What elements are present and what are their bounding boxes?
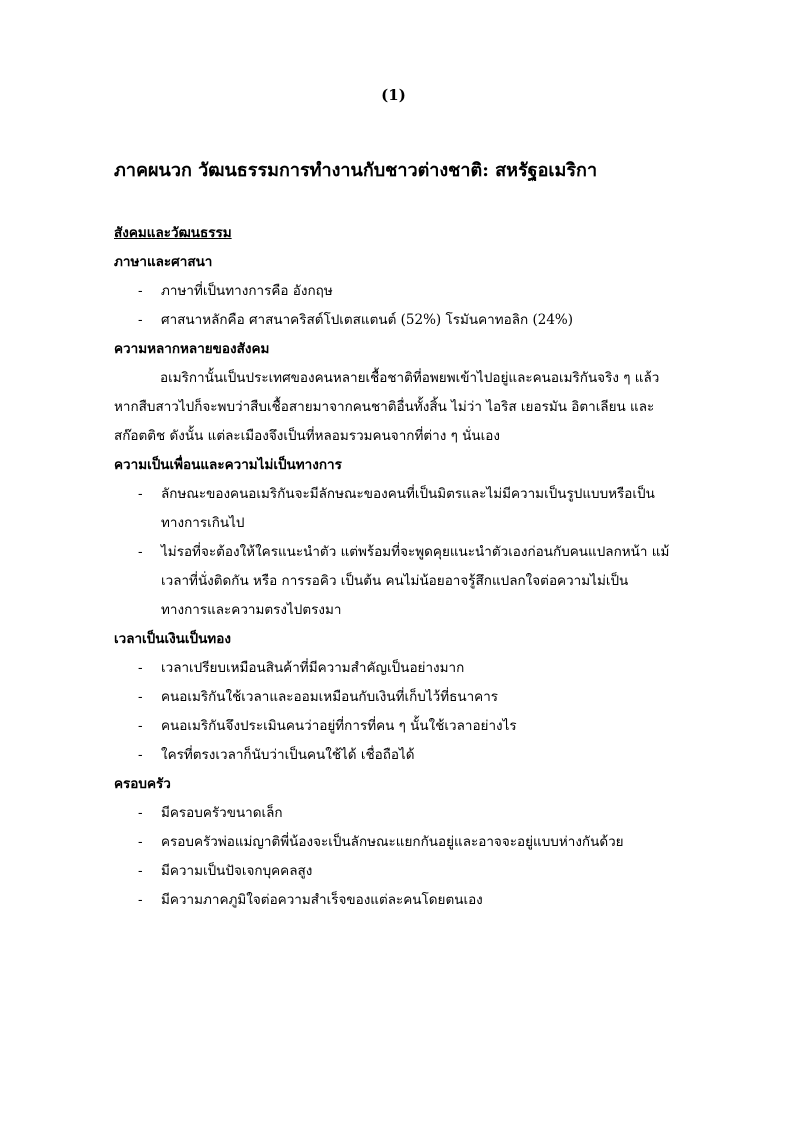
heading-social-diversity: ความหลากหลายของสังคม [114, 341, 270, 357]
list-item [114, 828, 674, 857]
bullet-marker: - [138, 544, 143, 560]
list-item-text: ครอบครัวพ่อแม่ญาติพี่น้องจะเป็นลักษณะแยกกันอยู่และอาจจะอยู่แบบห่างกันด้วย [161, 834, 624, 850]
list-item [114, 654, 674, 683]
list-item-text: มีความภาคภูมิใจต่อความสำเร็จของแต่ละคนโดยตนเอง [161, 892, 483, 908]
bullet-marker: - [138, 486, 143, 502]
heading-time-is-money: เวลาเป็นเงินเป็นทอง [114, 631, 231, 647]
heading-language-religion: ภาษาและศาสนา [114, 254, 213, 270]
list-item [114, 741, 674, 770]
page-number: (1) [381, 86, 406, 104]
document-body [114, 219, 674, 915]
list-item-text: มีครอบครัวขนาดเล็ก [161, 805, 283, 821]
list-item [114, 886, 674, 915]
list-item-text: ลักษณะของคนอเมริกันจะมีลักษณะของคนที่เป็นมิตรและไม่มีความเป็นรูปแบบหรือเป็นทางการเกินไป [161, 486, 655, 531]
list-item [114, 799, 674, 828]
list-item-text: คนอเมริกันจึงประเมินคนว่าอยู่ที่การที่คน ๆ นั้นใช้เวลาอย่างไร [161, 718, 517, 734]
list-item [114, 538, 674, 625]
document-title: ภาคผนวก วัฒนธรรมการทำงานกับชาวต่างชาติ: สหรัฐอเมริกา [114, 160, 598, 181]
paragraph-social-diversity: อเมริกานั้นเป็นประเทศของคนหลายเชื้อชาติที่อพยพเข้าไปอยู่และคนอเมริกันจริง ๆ แล้วหากสืบสาวไปก็จะพบว่าสืบเชื้อสายมาจากคนชาติอื่นทั้งสิ้น ไม่ว่า ไอริส เยอรมัน อิตาเลียน และสก๊อตติช ดังนั้น แต่ละเมืองจึงเป็นที่หลอมรวมคนจากที่ต่าง ๆ นั่นเอง [114, 370, 660, 444]
heading-family: ครอบครัว [114, 776, 171, 792]
bullet-marker: - [138, 892, 143, 908]
bullet-marker: - [138, 689, 143, 705]
bullet-marker: - [138, 805, 143, 821]
bullet-marker: - [138, 312, 143, 328]
bullet-marker: - [138, 834, 143, 850]
language-religion-list [114, 277, 674, 335]
list-item-text: คนอเมริกันใช้เวลาและออมเหมือนกับเงินที่เก็บไว้ที่ธนาคาร [161, 689, 499, 705]
heading-friendliness-informality: ความเป็นเพื่อนและความไม่เป็นทางการ [114, 457, 342, 473]
bullet-marker: - [138, 747, 143, 763]
list-item-text: ใครที่ตรงเวลาก็นับว่าเป็นคนใช้ได้ เชื่อถือได้ [161, 747, 415, 763]
bullet-marker: - [138, 660, 143, 676]
time-list [114, 654, 674, 770]
friendliness-list [114, 480, 674, 625]
list-item-text: ศาสนาหลักคือ ศาสนาคริสต์โปเตสแตนต์ (52%) โรมันคาทอลิก (24%) [161, 312, 574, 328]
list-item [114, 683, 674, 712]
list-item [114, 480, 674, 538]
bullet-marker: - [138, 718, 143, 734]
list-item [114, 306, 674, 335]
list-item-text: ไม่รอที่จะต้องให้ใครแนะนำตัว แต่พร้อมที่จะพูดคุยแนะนำตัวเองก่อนกับคนแปลกหน้า แม้เวลาที่นั่งติดกัน หรือ การรอคิว เป็นต้น คนไม่น้อยอาจรู้สึกแปลกใจต่อความไม่เป็นทางการและความตรงไปตรงมา [161, 544, 670, 618]
section-title: สังคมและวัฒนธรรม [114, 225, 232, 241]
list-item-text: เวลาเปรียบเหมือนสินค้าที่มีความสำคัญเป็นอย่างมาก [161, 660, 465, 676]
list-item-text: มีความเป็นปัจเจกบุคคลสูง [161, 863, 313, 879]
list-item [114, 277, 674, 306]
list-item [114, 857, 674, 886]
list-item-text: ภาษาที่เป็นทางการคือ อังกฤษ [161, 283, 333, 299]
list-item [114, 712, 674, 741]
bullet-marker: - [138, 863, 143, 879]
bullet-marker: - [138, 283, 143, 299]
family-list [114, 799, 674, 915]
